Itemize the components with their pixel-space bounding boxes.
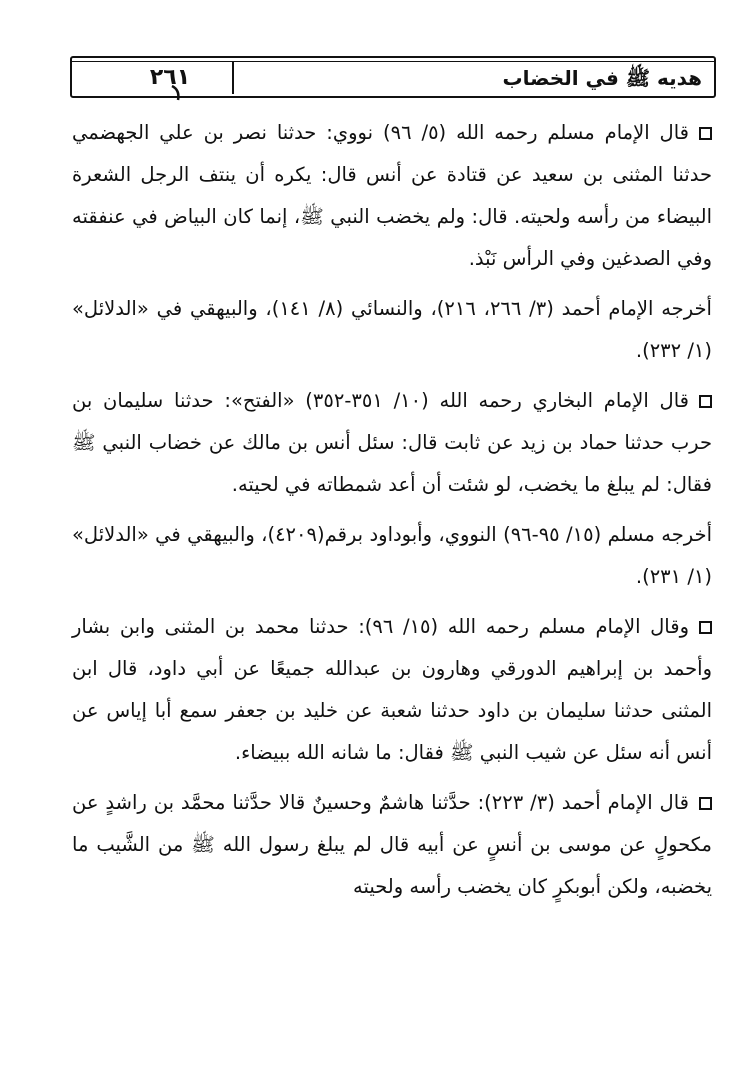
paragraph-text: أخرجه الإمام أحمد (٣/ ٢٦٦، ٢١٦)، والنسائي (٨/ ١٤١)، والبيهقي في «الدلائل» (١/ ٢٣٢). <box>72 297 712 362</box>
paragraph-marker-square <box>699 395 712 408</box>
paragraph-marker-square <box>699 797 712 810</box>
paragraph-marker-square <box>699 127 712 140</box>
running-title: هديه ﷺ في الخضاب <box>502 66 702 90</box>
paragraph-narration-muslim-2 <box>72 606 712 774</box>
paragraph-marker-square <box>699 621 712 634</box>
running-header <box>70 56 716 98</box>
paragraph-takhrij-1 <box>72 288 712 372</box>
paragraph-text: قال الإمام مسلم رحمه الله (٥/ ٩٦) نووي: حدثنا نصر بن علي الجهضمي حدثنا المثنى بن سعيد عن قتادة عن أنس قال: يكره أن ينتف الرجل الشعرة البيضاء من رأسه ولحيته. قال: ولم يخضب النبي ﷺ، إنما كان البياض في عنفقته وفي الصدغين وفي الرأس نَبْذ. <box>72 121 712 270</box>
page-number: ٢٦١ <box>108 62 234 94</box>
paragraph-text: قال الإمام البخاري رحمه الله (١٠/ ٣٥١-٣٥٢) «الفتح»: حدثنا سليمان بن حرب حدثنا حماد بن زيد عن ثابت قال: سئل أنس بن مالك عن خضاب النبي ﷺ فقال: لم يبلغ ما يخضب، لو شئت أن أعد شمطاته في لحيته. <box>72 389 712 496</box>
page-body <box>72 112 712 916</box>
paragraph-takhrij-2 <box>72 514 712 598</box>
paragraph-narration-ahmad <box>72 782 712 908</box>
paragraph-narration-muslim-1 <box>72 112 712 280</box>
paragraph-text: أخرجه مسلم (١٥/ ٩٥-٩٦) النووي، وأبوداود برقم(٤٢٠٩)، والبيهقي في «الدلائل» (١/ ٢٣١). <box>72 523 712 588</box>
page-number-flourish-icon <box>170 84 188 102</box>
paragraph-text: قال الإمام أحمد (٣/ ٢٢٣): حدَّثنا هاشمٌ وحسينٌ قالا حدَّثنا محمَّد بن راشدٍ عن مكحولٍ عن موسى بن أنسٍ عن أبيه قال لم يبلغ رسول الله ﷺ من الشَّيب ما يخضبه، ولكن أبوبكرٍ كان يخضب رأسه ولحيته <box>72 791 712 898</box>
paragraph-text: وقال الإمام مسلم رحمه الله (١٥/ ٩٦): حدثنا محمد بن المثنى وابن بشار وأحمد بن إبراهيم الدورقي وهارون بن عبدالله جميعًا عن أبي داود، قال ابن المثنى حدثنا سليمان بن داود حدثنا شعبة عن خليد بن جعفر سمع أبا إياس عن أنس أنه سئل عن شيب النبي ﷺ فقال: ما شانه الله ببيضاء. <box>72 615 712 764</box>
paragraph-narration-bukhari <box>72 380 712 506</box>
